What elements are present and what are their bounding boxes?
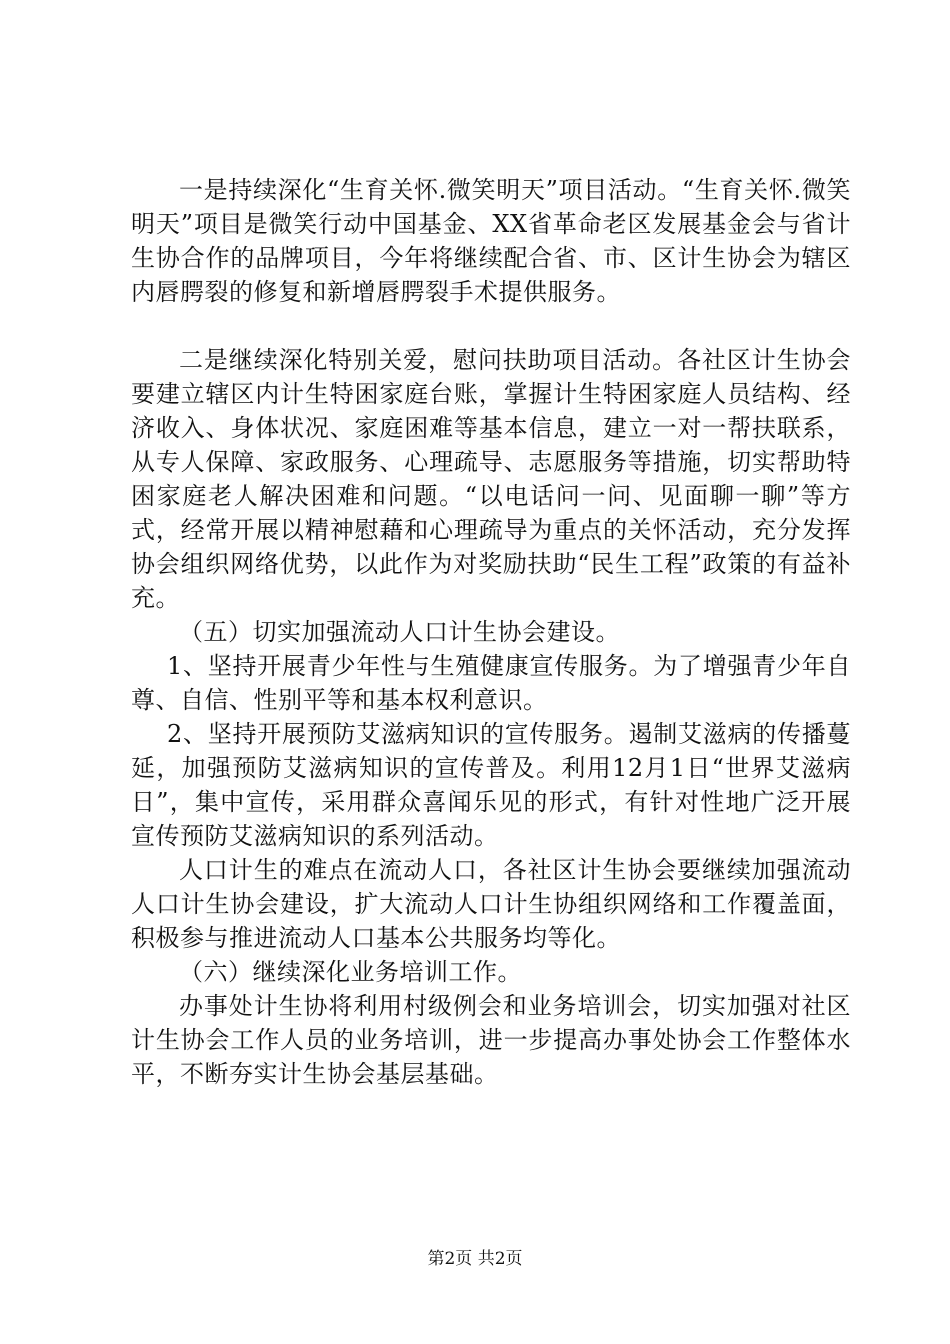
paragraph-floating-population: 人口计生的难点在流动人口，各社区计生协会要继续加强流动人口计生协会建设，扩大流动人口计生协组织网络和工作覆盖面，积极参与推进流动人口基本公共服务均等化。 bbox=[131, 856, 851, 952]
paragraph-project-smile: 一是持续深化“生育关怀.微笑明天”项目活动。“生育关怀.微笑明天”项目是微笑行动中国基金、XX省革命老区发展基金会与省计生协合作的品牌项目，今年将继续配合省、市、区计生协会为辖区内唇腭裂的修复和新增唇腭裂手术提供服务。 bbox=[131, 176, 851, 306]
page-number-footer: 第2页 共2页 bbox=[427, 1249, 523, 1269]
paragraph-training: 办事处计生协将利用村级例会和业务培训会，切实加强对社区计生协会工作人员的业务培训，进一步提高办事处协会工作整体水平，不断夯实计生协会基层基础。 bbox=[131, 992, 851, 1088]
paragraph-item-1: 1、坚持开展青少年性与生殖健康宣传服务。为了增强青少年自尊、自信、性别平等和基本权利意识。 bbox=[131, 652, 851, 714]
paragraph-item-2: 2、坚持开展预防艾滋病知识的宣传服务。遏制艾滋病的传播蔓延，加强预防艾滋病知识的宣传普及。利用12月1日“世界艾滋病日”，集中宣传，采用群众喜闻乐见的形式，有针对性地广泛开展宣传预防艾滋病知识的系列活动。 bbox=[131, 720, 851, 850]
section-heading-five: （五）切实加强流动人口计生协会建设。 bbox=[179, 618, 620, 646]
paragraph-special-care: 二是继续深化特别关爱，慰问扶助项目活动。各社区计生协会要建立辖区内计生特困家庭台账，掌握计生特困家庭人员结构、经济收入、身体状况、家庭困难等基本信息，建立一对一帮扶联系，从专人保障、家政服务、心理疏导、志愿服务等措施，切实帮助特困家庭老人解决困难和问题。“以电话问一问、见面聊一聊”等方式，经常开展以精神慰藉和心理疏导为重点的关怀活动，充分发挥协会组织网络优势，以此作为对奖励扶助“民生工程”政策的有益补充。 bbox=[131, 346, 851, 612]
section-heading-six: （六）继续深化业务培训工作。 bbox=[179, 958, 522, 986]
document-body bbox=[131, 173, 851, 1091]
